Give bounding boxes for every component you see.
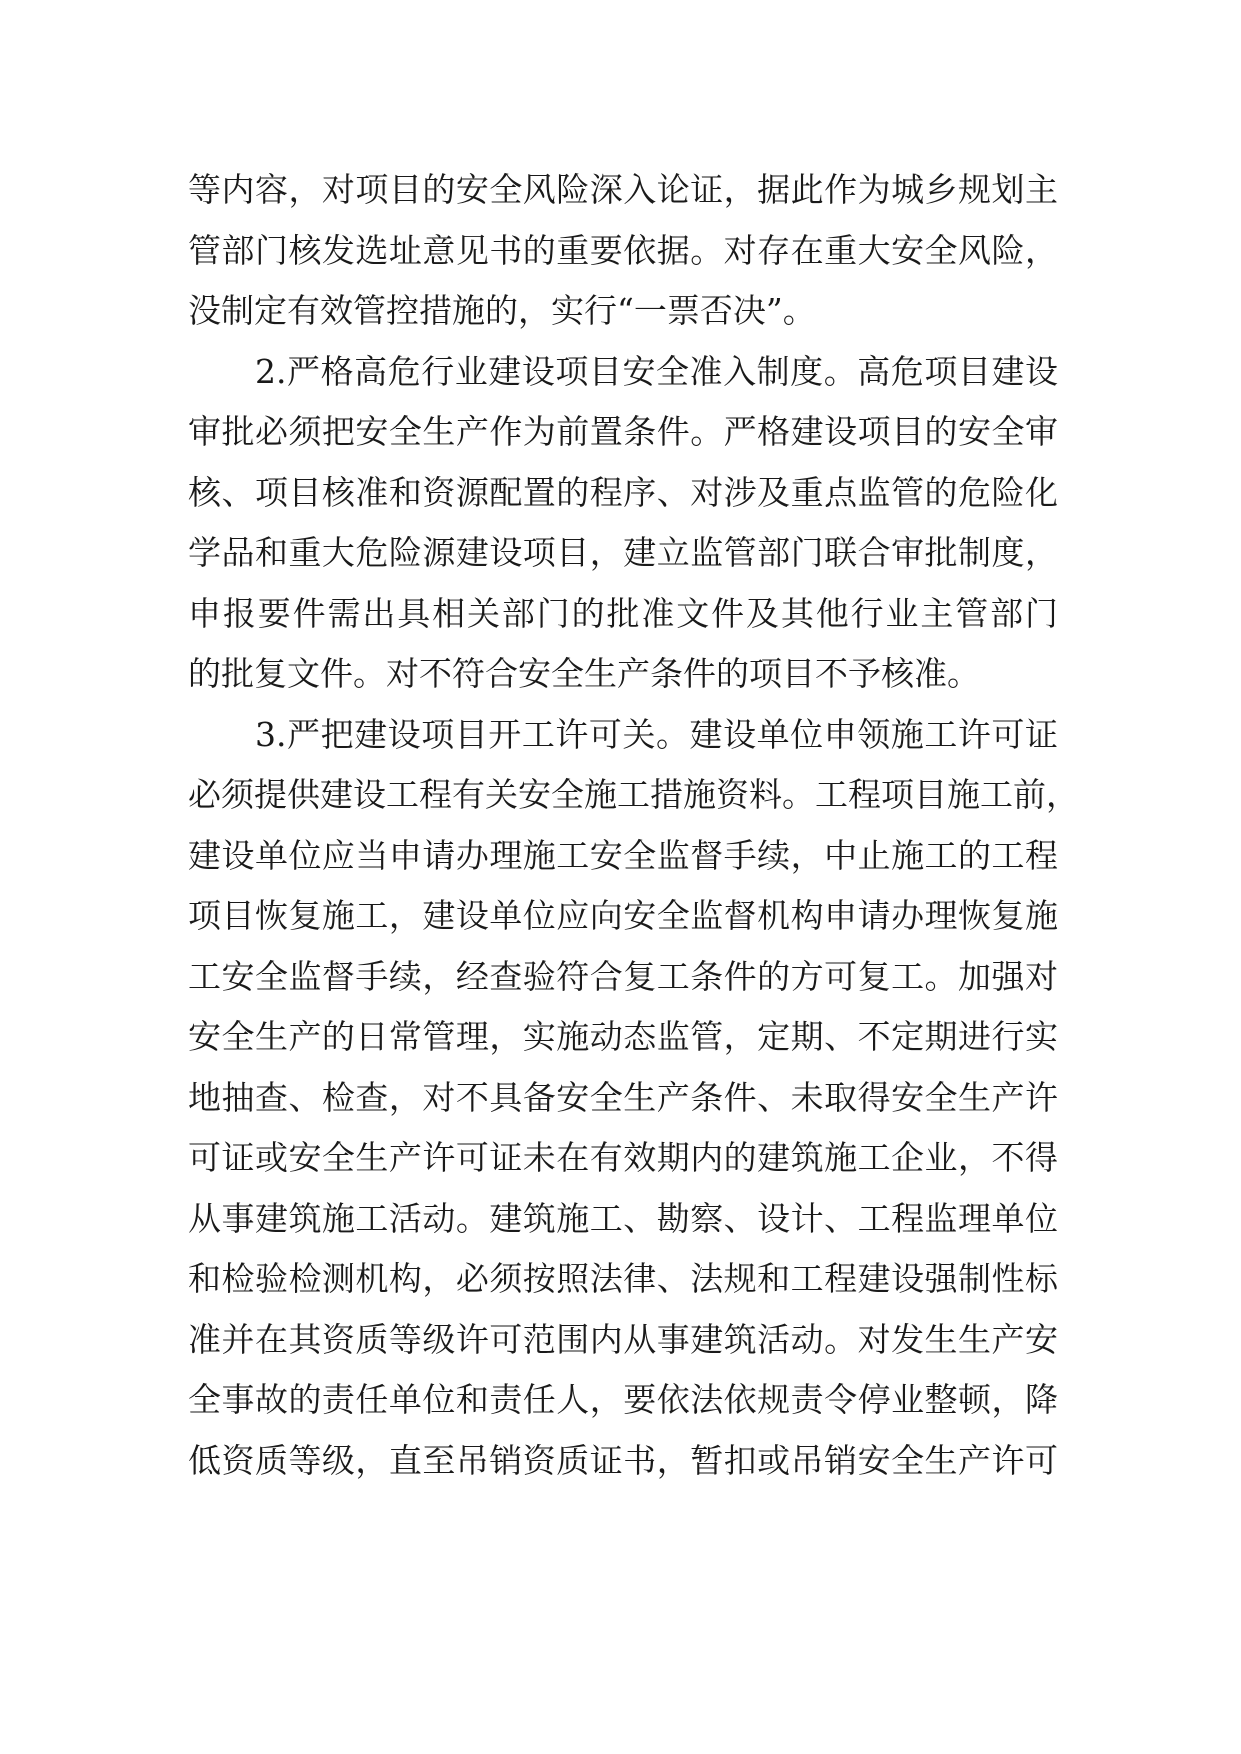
text-line: 核、项目核准和资源配置的程序、对涉及重点监管的危险化 <box>188 472 1058 512</box>
text-line: 低资质等级，直至吊销资质证书，暂扣或吊销安全生产许可 <box>188 1440 1058 1480</box>
text-line: 和检验检测机构，必须按照法律、法规和工程建设强制性标 <box>188 1259 1058 1298</box>
body-text <box>188 160 1079 1491</box>
text-line: 的批复文件。对不符合安全生产条件的项目不予核准。 <box>188 654 980 693</box>
text-line: 管部门核发选址意见书的重要依据。对存在重大安全风险， <box>188 230 1058 270</box>
text-line: 地抽查、检查，对不具备安全生产条件、未取得安全生产许 <box>188 1077 1058 1117</box>
text-line: 项目恢复施工，建设单位应向安全监督机构申请办理恢复施 <box>188 896 1058 935</box>
text-line: 审批必须把安全生产作为前置条件。严格建设项目的安全审 <box>188 412 1058 451</box>
text-line: 必须提供建设工程有关安全施工措施资料。工程项目施工前， <box>188 775 1079 814</box>
text-line: 等内容，对项目的安全风险深入论证，据此作为城乡规划主 <box>188 170 1058 209</box>
paragraph-first-line: 2.严格高危行业建设项目安全准入制度。高危项目建设 <box>255 351 1058 391</box>
paragraph-first-line: 3.严把建设项目开工许可关。建设单位申领施工许可证 <box>255 714 1058 754</box>
text-line: 没制定有效管控措施的，实行“一票否决”。 <box>188 291 816 330</box>
text-line: 从事建筑施工活动。建筑施工、勘察、设计、工程监理单位 <box>188 1198 1058 1238</box>
text-line: 建设单位应当申请办理施工安全监督手续，中止施工的工程 <box>188 835 1058 875</box>
text-line: 准并在其资质等级许可范围内从事建筑活动。对发生生产安 <box>188 1319 1058 1359</box>
text-line: 全事故的责任单位和责任人，要依法依规责令停业整顿，降 <box>188 1380 1058 1419</box>
text-line: 可证或安全生产许可证未在有效期内的建筑施工企业，不得 <box>188 1138 1058 1177</box>
text-line: 安全生产的日常管理，实施动态监管，定期、不定期进行实 <box>188 1017 1058 1056</box>
text-line: 学品和重大危险源建设项目，建立监管部门联合审批制度， <box>188 533 1058 572</box>
text-line: 工安全监督手续，经查验符合复工条件的方可复工。加强对 <box>188 956 1058 996</box>
text-line: 申报要件需出具相关部门的批准文件及其他行业主管部门 <box>188 593 1058 633</box>
